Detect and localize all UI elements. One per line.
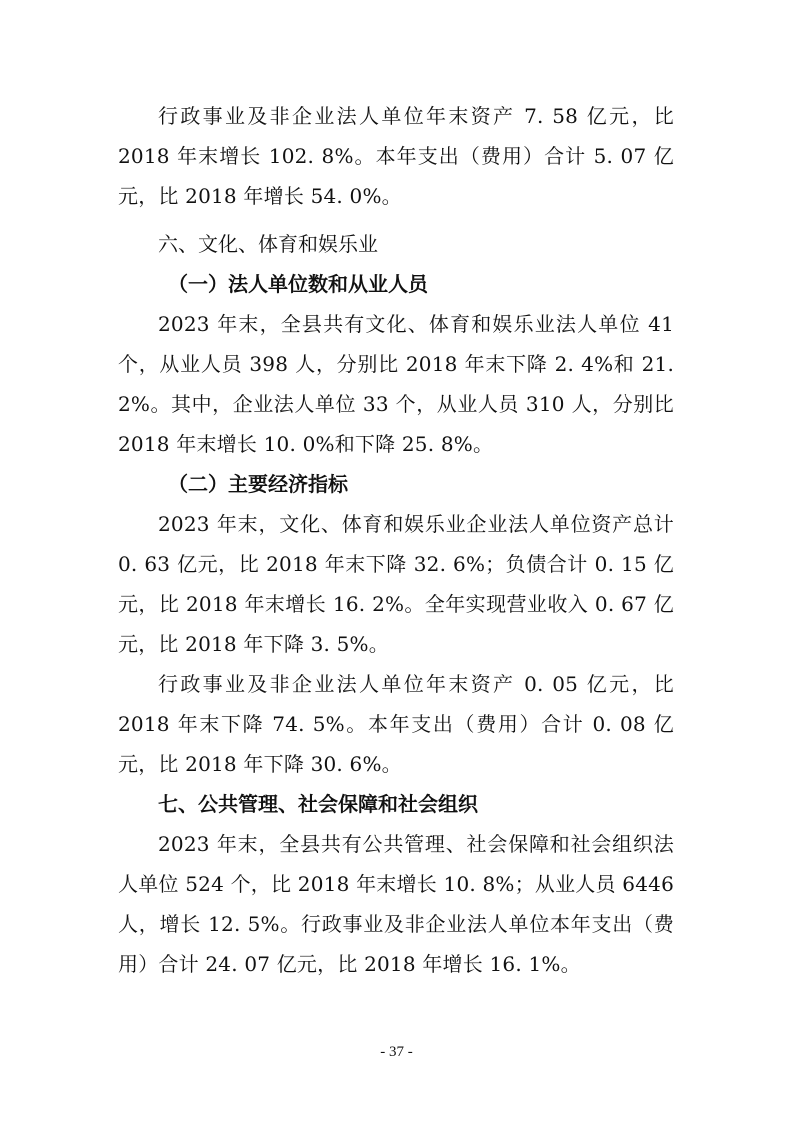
section-heading-public-admin: 七、公共管理、社会保障和社会组织: [158, 792, 478, 816]
document-body: [118, 96, 674, 984]
paragraph-culture-economics: 2023 年末，文化、体育和娱乐业企业法人单位资产总计 0. 63 亿元，比 2018 年末下降 32. 6%；负债合计 0. 15 亿元，比 2018 年末增长 16. 2%。全年实现营业收入 0. 67 亿元，比 2018 年下降 3. 5%。: [118, 512, 674, 656]
paragraph-admin-assets-sector6-prev: 行政事业及非企业法人单位年末资产 7. 58 亿元，比 2018 年末增长 102. 8%。本年支出（费用）合计 5. 07 亿元，比 2018 年增长 54. 0%。: [118, 104, 674, 208]
subheading-economic-indicators: （二）主要经济指标: [168, 472, 348, 496]
subheading-units-employees: （一）法人单位数和从业人员: [168, 272, 428, 296]
page-number: - 37 -: [380, 1044, 413, 1060]
paragraph-culture-admin-assets: 行政事业及非企业法人单位年末资产 0. 05 亿元，比 2018 年末下降 74. 5%。本年支出（费用）合计 0. 08 亿元，比 2018 年下降 30. 6%。: [118, 672, 674, 776]
paragraph-culture-units: 2023 年末，全县共有文化、体育和娱乐业法人单位 41 个，从业人员 398 人，分别比 2018 年末下降 2. 4%和 21. 2%。其中，企业法人单位 33 个，从业人员 310 人，分别比 2018 年末增长 10. 0%和下降 25. 8%。: [118, 312, 674, 456]
paragraph-public-admin: 2023 年末，全县共有公共管理、社会保障和社会组织法人单位 524 个，比 2018 年末增长 10. 8%；从业人员 6446 人，增长 12. 5%。行政事业及非企业法人单位本年支出（费用）合计 24. 07 亿元，比 2018 年增长 16. 1%。: [118, 832, 674, 976]
section-heading-culture-sports: 六、文化、体育和娱乐业: [158, 232, 378, 256]
